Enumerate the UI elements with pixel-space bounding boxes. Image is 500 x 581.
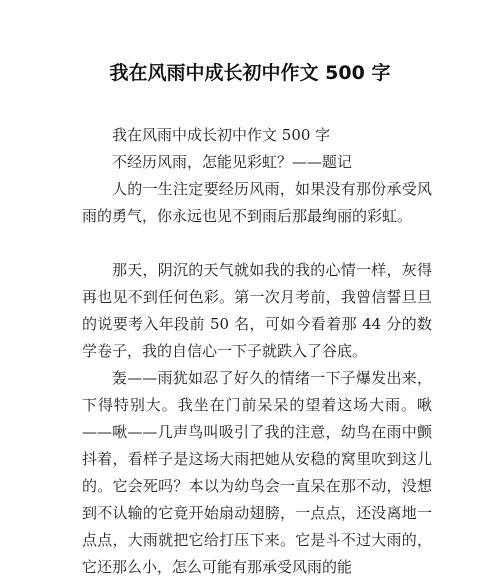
document-body bbox=[82, 122, 432, 581]
paragraph-intro: 人的一生注定要经历风雨，如果没有那份承受风雨的勇气，你永远也见不到雨后那最绚丽的彩虹。 bbox=[82, 180, 432, 225]
paragraph-exam-story: 那天，阴沉的天气就如我的我的心情一样，灰得再也见不到任何色彩。第一次月考前，我曾信誓旦旦的说要考入年段前 50 名，可如今看着那 44 分的数学卷子，我的自信心一下子就跌入了谷底。 bbox=[82, 261, 432, 360]
paragraph-bird-story: 轰——雨犹如忍了好久的情绪一下子爆发出来，下得特别大。我坐在门前呆呆的望着这场大雨。啾——啾——几声鸟叫吸引了我的注意，幼鸟在雨中颤抖着，看样子是这场大雨把她从安稳的窝里吹到这儿的。它会死吗？本以为幼鸟会一直呆在那不动，没想到不认输的它竟开始扇动翅膀，一点点，还没离地一点点，大雨就把它给打压下来。它是斗不过大雨的，它还那么小，怎么可能有那承受风雨的能 bbox=[82, 369, 432, 576]
paragraph-heading-repeat: 我在风雨中成长初中作文 500 字 bbox=[112, 126, 331, 144]
paragraph-epigraph: 不经历风雨，怎能见彩虹？——题记 bbox=[112, 153, 353, 171]
document-title: 我在风雨中成长初中作文 500 字 bbox=[109, 62, 391, 84]
